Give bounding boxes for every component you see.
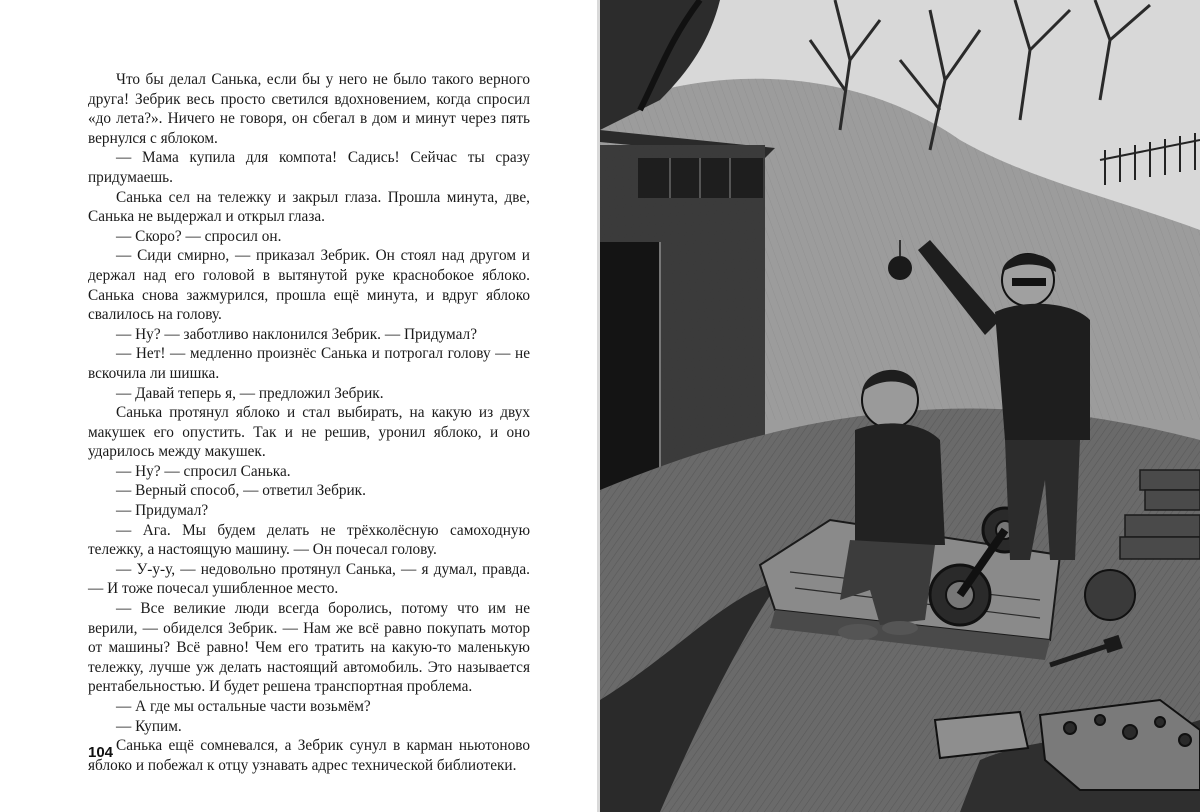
paragraph: — Нет! — медленно произнёс Санька и потрогал голову — не вскочила ли шишка. — [88, 345, 530, 382]
paragraph: Что бы делал Санька, если бы у него не было такого верного друга! Зебрик весь просто светился вдохновением, когда спросил «до лета?». Ничего не говоря, он сбегал в дом и минут через пять вернулся с яблоком. — [88, 71, 530, 147]
page-number: 104 — [88, 744, 114, 761]
paragraph: — Сиди смирно, — приказал Зебрик. Он стоял над другом и держал над его головой в вытянутой руке краснобокое яблоко. Санька снова зажмурился, прошла ещё минута, и вдруг яблоко свалилось на голову. — [88, 247, 530, 324]
illustration-drawing — [600, 0, 1200, 812]
paragraph: — Купим. — [116, 717, 182, 735]
paragraph: — Давай теперь я, — предложил Зебрик. — [116, 384, 384, 402]
paragraph: — А где мы остальные части возьмём? — [116, 698, 371, 715]
body-text — [88, 70, 530, 775]
paragraph: — Все великие люди всегда боролись, потому что им не верили, — обиделся Зебрик. — Нам же всё равно покупать мотор от машины? Всё равно! Чем его тратить на какую-то маленькую тележку, лучше уж делать настоящий автомобиль. Это называется рентабельностью. И будет решена транспортная проблема. — [88, 600, 530, 696]
paragraph: — Ну? — заботливо наклонился Зебрик. — Придумал? — [116, 325, 477, 343]
paragraph: Санька протянул яблоко и стал выбирать, на какую из двух макушек его опустить. Так и не решив, уронил яблоко, и оно ударилось между макушек. — [88, 404, 530, 461]
paragraph: Санька сел на тележку и закрыл глаза. Прошла минута, две, Санька не выдержал и открыл глаза. — [88, 188, 530, 226]
paragraph: — Придумал? — [116, 502, 209, 520]
left-page — [0, 0, 597, 812]
paragraph: — Верный способ, — ответил Зебрик. — [116, 482, 366, 500]
paragraph: — У-у-у, — недовольно протянул Санька, — я думал, правда. — И тоже почесал ушибленное место. — [88, 560, 530, 598]
paragraph: Санька ещё сомневался, а Зебрик сунул в карман ньютоново яблоко и побежал к отцу узнавать адрес технической библиотеки. — [88, 737, 530, 774]
paragraph: — Скоро? — спросил он. — [116, 227, 282, 245]
paragraph: — Мама купила для компота! Садись! Сейчас ты сразу придумаешь. — [88, 149, 530, 186]
paragraph: — Ну? — спросил Санька. — [116, 462, 291, 480]
paragraph: — Ага. Мы будем делать не трёхколёсную самоходную тележку, а настоящую машину. — Он почесал голову. — [88, 521, 530, 559]
illustration — [600, 0, 1200, 812]
